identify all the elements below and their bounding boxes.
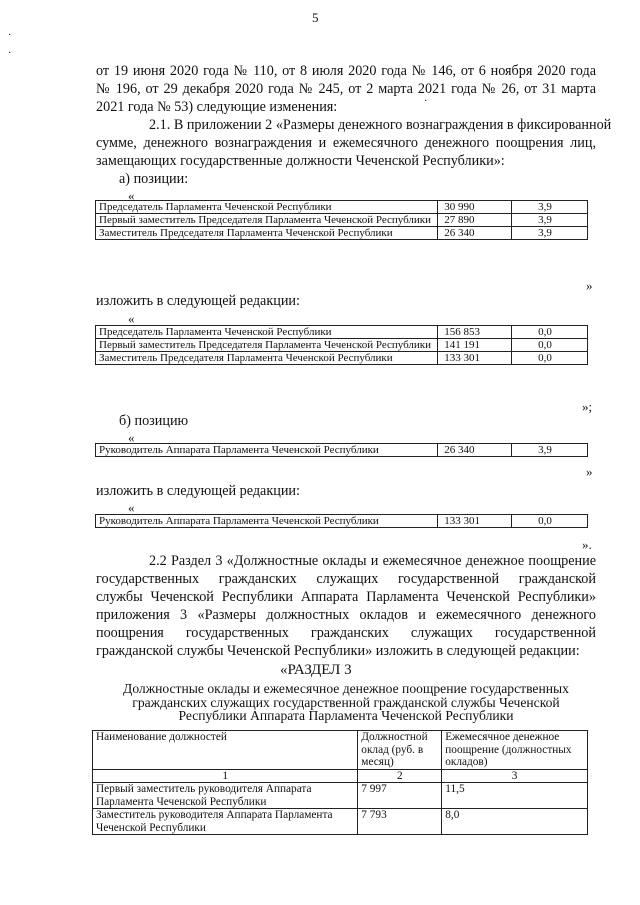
open-quote: « bbox=[128, 500, 135, 515]
position-name: Председатель Парламента Чеченской Республики bbox=[96, 326, 438, 339]
table-row bbox=[93, 809, 588, 835]
section-title bbox=[90, 682, 602, 723]
bonus-cell: 11,5 bbox=[442, 783, 588, 809]
section-title-line-3: Республики Аппарата Парламента Чеченской Республики bbox=[178, 708, 514, 724]
table-a-old bbox=[95, 200, 588, 240]
item-2-2-line-1: 2.2 Раздел 3 «Должностные оклады и ежемесячное денежное поощрение bbox=[149, 553, 596, 569]
position-name: Первый заместитель руководителя Аппарата Парламента Чеченской Республики bbox=[93, 783, 358, 809]
open-quote: « bbox=[128, 430, 135, 445]
col-number: 2 bbox=[358, 769, 442, 783]
amount-cell: 141 191 bbox=[438, 339, 512, 352]
section-title-line-2: гражданских служащих государственной гражданской службы Чеченской bbox=[132, 694, 560, 710]
header-bonus: Ежемесячное денежное поощрение (должностных окладов) bbox=[442, 731, 588, 770]
position-name: Заместитель Председателя Парламента Чеченской Республики bbox=[96, 352, 438, 365]
salary-cell: 7 997 bbox=[358, 783, 442, 809]
intro-line-2: № 196, от 29 декабря 2020 года № 245, от 2 марта 2021 года № 26, от 31 марта bbox=[96, 81, 596, 97]
amount-cell: 156 853 bbox=[438, 326, 512, 339]
table-row bbox=[96, 515, 588, 528]
table-row bbox=[93, 783, 588, 809]
position-name: Заместитель Председателя Парламента Чеченской Республики bbox=[96, 227, 438, 240]
item-2-2-line-4: приложения 3 «Размеры должностных окладов и ежемесячного денежного bbox=[96, 607, 596, 623]
table-b-old bbox=[95, 443, 588, 457]
table-row bbox=[96, 326, 588, 339]
item-2-2-line-3: службы Чеченской Республики Аппарата Парламента Чеченской Республики» bbox=[96, 589, 596, 605]
table-section-3 bbox=[92, 730, 588, 835]
position-name: Руководитель Аппарата Парламента Чеченской Республики bbox=[96, 515, 438, 528]
item-2-1-line-2: сумме, денежного вознаграждения и ежемесячного денежного поощрения лиц, bbox=[96, 135, 596, 151]
table-header-row bbox=[93, 731, 588, 770]
sub-a-label: а) позиции: bbox=[119, 171, 189, 187]
col-number: 1 bbox=[93, 769, 358, 783]
open-quote: « bbox=[128, 311, 135, 326]
restate-label: изложить в следующей редакции: bbox=[96, 293, 300, 309]
table-a-new bbox=[95, 325, 588, 365]
coef-cell: 0,0 bbox=[512, 515, 588, 528]
amount-cell: 30 990 bbox=[438, 201, 512, 214]
table-row bbox=[96, 339, 588, 352]
item-2-2-line-5: поощрения государственных гражданских служащих государственной bbox=[96, 625, 596, 641]
salary-cell: 7 793 bbox=[358, 809, 442, 835]
coef-cell: 3,9 bbox=[512, 201, 588, 214]
margin-mark: · bbox=[8, 48, 12, 59]
position-name: Первый заместитель Председателя Парламента Чеченской Республики bbox=[96, 339, 438, 352]
position-name: Первый заместитель Председателя Парламента Чеченской Республики bbox=[96, 214, 438, 227]
close-quote: » bbox=[586, 278, 593, 293]
item-2-2-line-2: государственных гражданских служащих государственной гражданской bbox=[96, 571, 596, 587]
bonus-cell: 8,0 bbox=[442, 809, 588, 835]
header-position: Наименование должностей bbox=[93, 731, 358, 770]
close-quote: » bbox=[586, 464, 593, 479]
item-2-2-line-6: гражданской службы Чеченской Республики» изложить в следующей редакции: bbox=[96, 643, 580, 659]
restate-label: изложить в следующей редакции: bbox=[96, 483, 300, 499]
scan-dot: · bbox=[424, 96, 428, 107]
table-row bbox=[96, 201, 588, 214]
section-title-line-1: Должностные оклады и ежемесячное денежное поощрение государственных bbox=[123, 681, 569, 696]
amount-cell: 27 890 bbox=[438, 214, 512, 227]
position-name: Заместитель руководителя Аппарата Парламента Чеченской Республики bbox=[93, 809, 358, 835]
coef-cell: 0,0 bbox=[512, 339, 588, 352]
item-2-1-line-3: замещающих государственные должности Чеченской Республики»: bbox=[96, 153, 505, 169]
amount-cell: 26 340 bbox=[438, 444, 512, 457]
amount-cell: 133 301 bbox=[438, 515, 512, 528]
intro-line-3: 2021 года № 53) следующие изменения: bbox=[96, 99, 338, 115]
amount-cell: 133 301 bbox=[438, 352, 512, 365]
header-salary: Должностной оклад (руб. в месяц) bbox=[358, 731, 442, 770]
coef-cell: 0,0 bbox=[512, 352, 588, 365]
table-row bbox=[96, 352, 588, 365]
coef-cell: 3,9 bbox=[512, 444, 588, 457]
sub-b-label: б) позицию bbox=[119, 413, 189, 429]
position-name: Председатель Парламента Чеченской Республики bbox=[96, 201, 438, 214]
table-b-new bbox=[95, 514, 588, 528]
coef-cell: 3,9 bbox=[512, 214, 588, 227]
coef-cell: 0,0 bbox=[512, 326, 588, 339]
close-quote-semicolon: »; bbox=[582, 399, 593, 414]
table-colnum-row bbox=[93, 769, 588, 783]
open-quote: « bbox=[128, 188, 135, 203]
close-quote-period: ». bbox=[582, 537, 592, 552]
item-2-1-line-1: 2.1. В приложении 2 «Размеры денежного вознаграждения в фиксированной bbox=[149, 117, 612, 133]
table-row bbox=[96, 214, 588, 227]
page-number: 5 bbox=[312, 10, 319, 25]
coef-cell: 3,9 bbox=[512, 227, 588, 240]
section-heading: «РАЗДЕЛ 3 bbox=[280, 662, 352, 678]
amount-cell: 26 340 bbox=[438, 227, 512, 240]
intro-line-1: от 19 июня 2020 года № 110, от 8 июля 2020 года № 146, от 6 ноября 2020 года bbox=[96, 63, 596, 79]
table-row bbox=[96, 227, 588, 240]
table-row bbox=[96, 444, 588, 457]
col-number: 3 bbox=[442, 769, 588, 783]
margin-mark: · bbox=[8, 30, 12, 41]
position-name: Руководитель Аппарата Парламента Чеченской Республики bbox=[96, 444, 438, 457]
